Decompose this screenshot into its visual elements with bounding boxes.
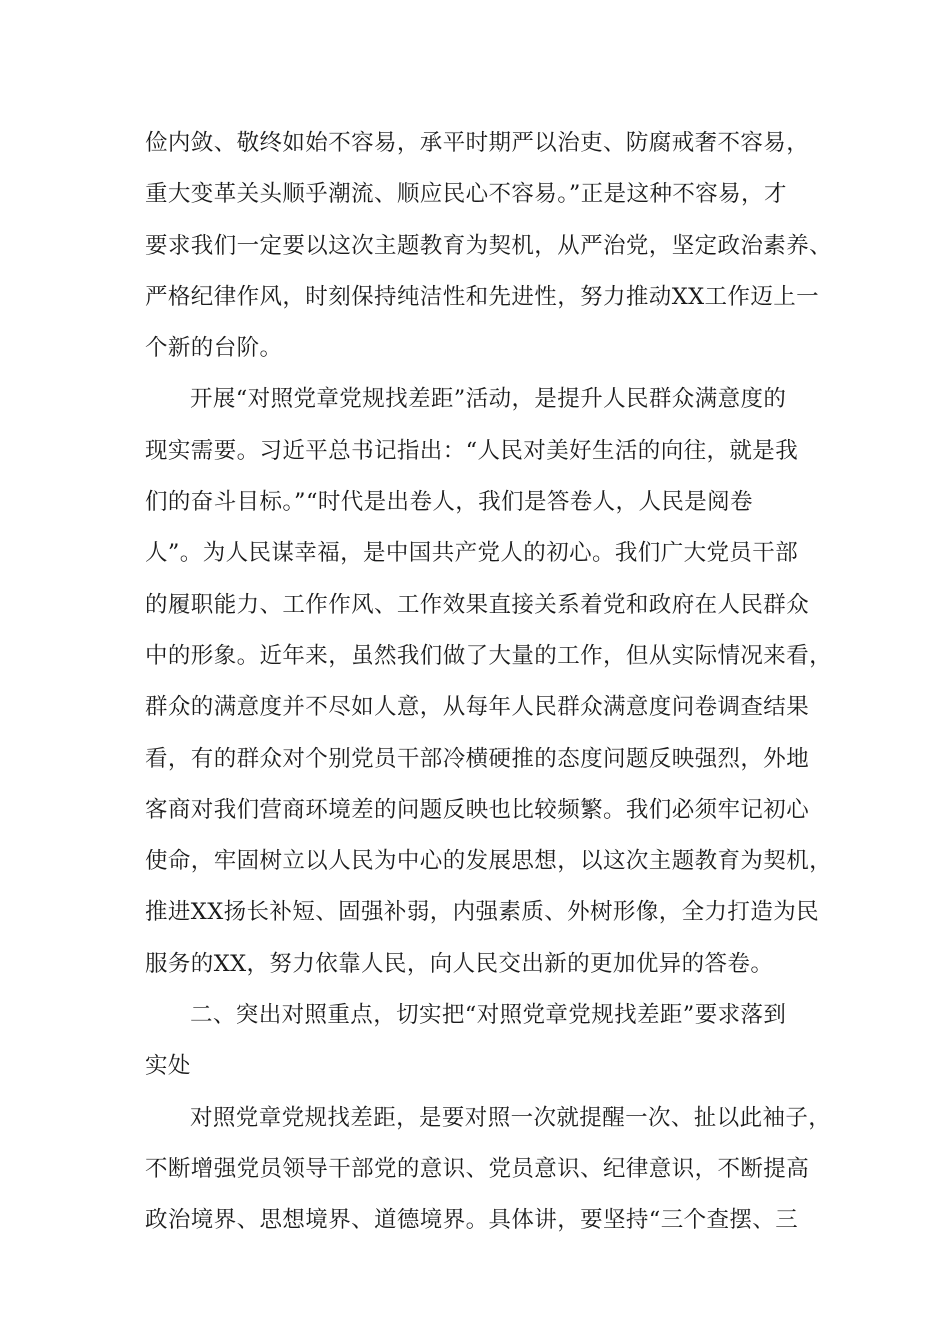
text-line: 严格纪律作风，时刻保持纯洁性和先进性，努力推动XX工作迈上一 (145, 283, 820, 310)
text-line: 中的形象。近年来，虽然我们做了大量的工作，但从实际情况来看， (145, 642, 833, 669)
text-line: 不断增强党员领导干部党的意识、党员意识、纪律意识，不断提高 (145, 1155, 810, 1182)
text-line: 重大变革关头顺乎潮流、顺应民心不容易。”正是这种不容易，才 (145, 181, 787, 208)
paragraph-first-line: 对照党章党规找差距，是要对照一次就提醒一次、扯以此袖子， (190, 1104, 832, 1131)
text-line: 人”。为人民谋幸福，是中国共产党人的初心。我们广大党员干部 (145, 540, 799, 567)
text-line: 个新的台阶。 (145, 335, 283, 362)
document-body (145, 118, 835, 1247)
text-line: 的履职能力、工作作风、工作效果直接关系着党和政府在人民群众 (145, 591, 810, 618)
text-line: 看，有的群众对个别党员干部冷横硬推的态度问题反映强烈，外地 (145, 745, 810, 772)
paragraph-first-line: 开展“对照党章党规找差距”活动，是提升人民群众满意度的 (190, 386, 787, 413)
text-line: 推进XX扬长补短、固强补弱，内强素质、外树形像，全力打造为民 (145, 899, 820, 926)
text-line: 客商对我们营商环境差的问题反映也比较频繁。我们必须牢记初心 (145, 796, 810, 823)
section-heading-line: 实处 (145, 1053, 191, 1080)
text-line: 俭内敛、敬终如始不容易，承平时期严以治吏、防腐戒奢不容易， (145, 130, 810, 156)
text-line: 服务的XX，努力依靠人民，向人民交出新的更加优异的答卷。 (145, 950, 774, 977)
text-line: 政治境界、思想境界、道德境界。具体讲，要坚持“三个查摆、三 (145, 1207, 799, 1234)
section-heading-line: 二、突出对照重点，切实把“对照党章党规找差距”要求落到 (190, 1002, 787, 1029)
text-line: 群众的满意度并不尽如人意，从每年人民群众满意度问卷调查结果 (145, 694, 810, 721)
text-line: 现实需要。习近平总书记指出：“人民对美好生活的向往，就是我 (145, 437, 799, 464)
text-line: 们的奋斗目标。”“时代是出卷人，我们是答卷人，人民是阅卷 (145, 489, 753, 516)
text-line: 要求我们一定要以这次主题教育为契机，从严治党，坚定政治素养、 (145, 232, 833, 259)
text-line: 使命，牢固树立以人民为中心的发展思想，以这次主题教育为契机， (145, 848, 833, 875)
